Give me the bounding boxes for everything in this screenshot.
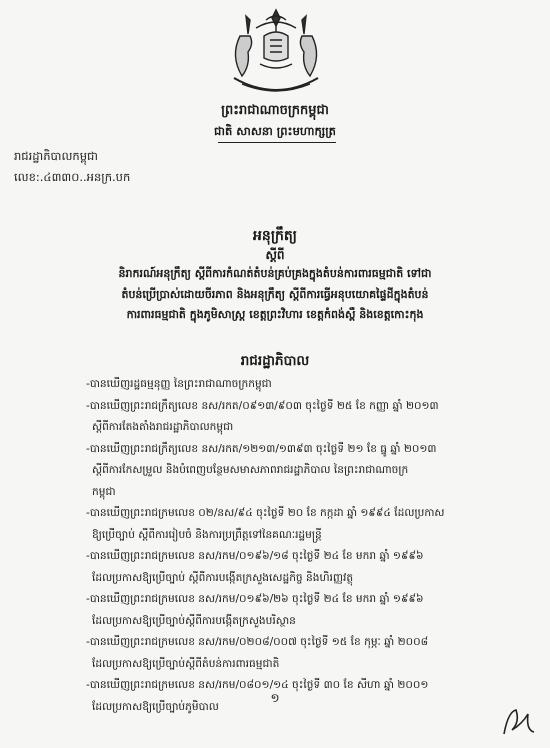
subject-line: និរាករណ៍អនុក្រឹត្យ ស្តីពីការកំណត់តំបន់គ្រប់គ្រងក្នុងតំបន់ការពារធម្មជាតិ ទៅជា bbox=[118, 267, 432, 280]
consideration-line: -បានឃើញព្រះរាជក្រមលេខ នស/រកម/០១៩៦/១៨ ចុះថ្ងៃទី ២៤ ខែ មករា ឆ្នាំ ១៩៩៦ bbox=[86, 550, 424, 562]
consideration-item bbox=[86, 439, 526, 504]
consideration-item bbox=[86, 503, 526, 546]
reference-number: លេខ:.៤៣៣០..អនក្រ.បក bbox=[14, 170, 131, 184]
subject-line: តំបន់ប្រើប្រាស់ដោយចីរភាព និងអនុក្រឹត្យ ស្តីពីការធ្វើអនុបយោគផ្ទៃដីក្នុងតំបន់ bbox=[121, 287, 429, 301]
kingdom-heading: ព្រះរាជាណាចក្រកម្ពុជា bbox=[221, 103, 329, 118]
document-subject bbox=[60, 264, 490, 326]
consideration-line: ដែលប្រកាសឱ្យប្រើច្បាប់ស្តីពីការបង្កើតក្រសួងបរិស្ថាន bbox=[92, 614, 296, 627]
consideration-line: -បានឃើញព្រះរាជក្រមលេខ នស/រកម/០១៩៦/២៦ ចុះថ្ងៃទី ២៤ ខែ មករា ឆ្នាំ ១៩៩៦ bbox=[86, 593, 424, 605]
consideration-line: ឱ្យប្រើច្បាប់ ស្តីពីការរៀបចំ និងការប្រព្រឹត្តទៅនៃគណៈរដ្ឋមន្ត្រី bbox=[92, 528, 322, 541]
consideration-item bbox=[86, 374, 526, 396]
document-subtitle: ស្តីពី bbox=[265, 248, 285, 262]
consideration-line: -បានឃើញព្រះរាជក្រឹត្យលេខ នស/រកត/០៩១៣/៩០៣ ចុះថ្ងៃទី ២៥ ខែ កញ្ញា ឆ្នាំ ២០១៣ bbox=[86, 399, 439, 412]
page-number: ១ bbox=[270, 691, 280, 705]
national-motto: ជាតិ សាសនា ព្រះមហាក្សត្រ bbox=[214, 124, 336, 138]
consideration-line: -បានឃើញព្រះរាជក្រមលេខ ០២/នស/៩៤ ចុះថ្ងៃទី ២០ ខែ កក្កដា ឆ្នាំ ១៩៩៤ ដែលប្រកាស bbox=[86, 507, 445, 519]
header-divider bbox=[218, 142, 336, 143]
consideration-line: ស្តីពីការកែសម្រួល និងបំពេញបន្ថែមសមាសភាពរាជរដ្ឋាភិបាល នៃព្រះរាជាណាចក្រ bbox=[92, 464, 409, 476]
consideration-line: កម្ពុជា bbox=[92, 485, 116, 498]
consideration-item bbox=[86, 589, 526, 632]
consideration-line: -បានឃើញព្រះរាជក្រមលេខ នស/រកម/០៨០១/១៤ ចុះថ្ងៃទី ៣០ ខែ សីហា ឆ្នាំ ២០០១ bbox=[86, 679, 429, 691]
subject-line: ការពារធម្មជាតិ ក្នុងភូមិសាស្ត្រ ខេត្តព្រះវិហារ ខេត្តកំពង់ស្ពឺ និងខេត្តកោះកុង bbox=[126, 308, 424, 321]
consideration-line: ដែលប្រកាសឱ្យប្រើច្បាប់ ស្តីពីការបង្កើតក្រសួងសេដ្ឋកិច្ច និងហិរញ្ញវត្ថុ bbox=[92, 571, 354, 584]
consideration-item bbox=[86, 396, 526, 439]
consideration-line: ដែលប្រកាសឱ្យប្រើច្បាប់ស្តីពីតំបន់ការពារធម្មជាតិ bbox=[92, 657, 280, 670]
consideration-line: ស្តីពីការតែងតាំងរាជរដ្ឋាភិបាលកម្ពុជា bbox=[92, 421, 234, 433]
considerations-list bbox=[86, 374, 526, 718]
consideration-line: -បានឃើញព្រះរាជក្រឹត្យលេខ នស/រកត/១២១៣/១៣៩៣ ចុះថ្ងៃទី ២១ ខែ ធ្នូ ឆ្នាំ ២០១៣ bbox=[86, 442, 437, 455]
consideration-line: ដែលប្រកាសឱ្យប្រើច្បាប់ភូមិបាល bbox=[92, 700, 219, 713]
section-heading-government: រាជរដ្ឋាភិបាល bbox=[240, 353, 310, 369]
issuer-label: រាជរដ្ឋាភិបាលកម្ពុជា bbox=[14, 149, 98, 163]
consideration-item bbox=[86, 546, 526, 589]
royal-coat-of-arms-emblem bbox=[220, 6, 332, 98]
consideration-item bbox=[86, 632, 526, 675]
consideration-line: -បានឃើញរដ្ឋធម្មនុញ្ញ នៃព្រះរាជាណាចក្រកម្ពុជា bbox=[86, 378, 272, 390]
consideration-line: -បានឃើញព្រះរាជក្រមលេខ នស/រកម/០២០៨/០០៧ ចុះថ្ងៃទី ១៥ ខែ កុម្ភៈ ឆ្នាំ ២០០៨ bbox=[86, 636, 429, 648]
signature-initials bbox=[498, 704, 538, 738]
document-title: អនុក្រឹត្យ bbox=[253, 228, 297, 244]
